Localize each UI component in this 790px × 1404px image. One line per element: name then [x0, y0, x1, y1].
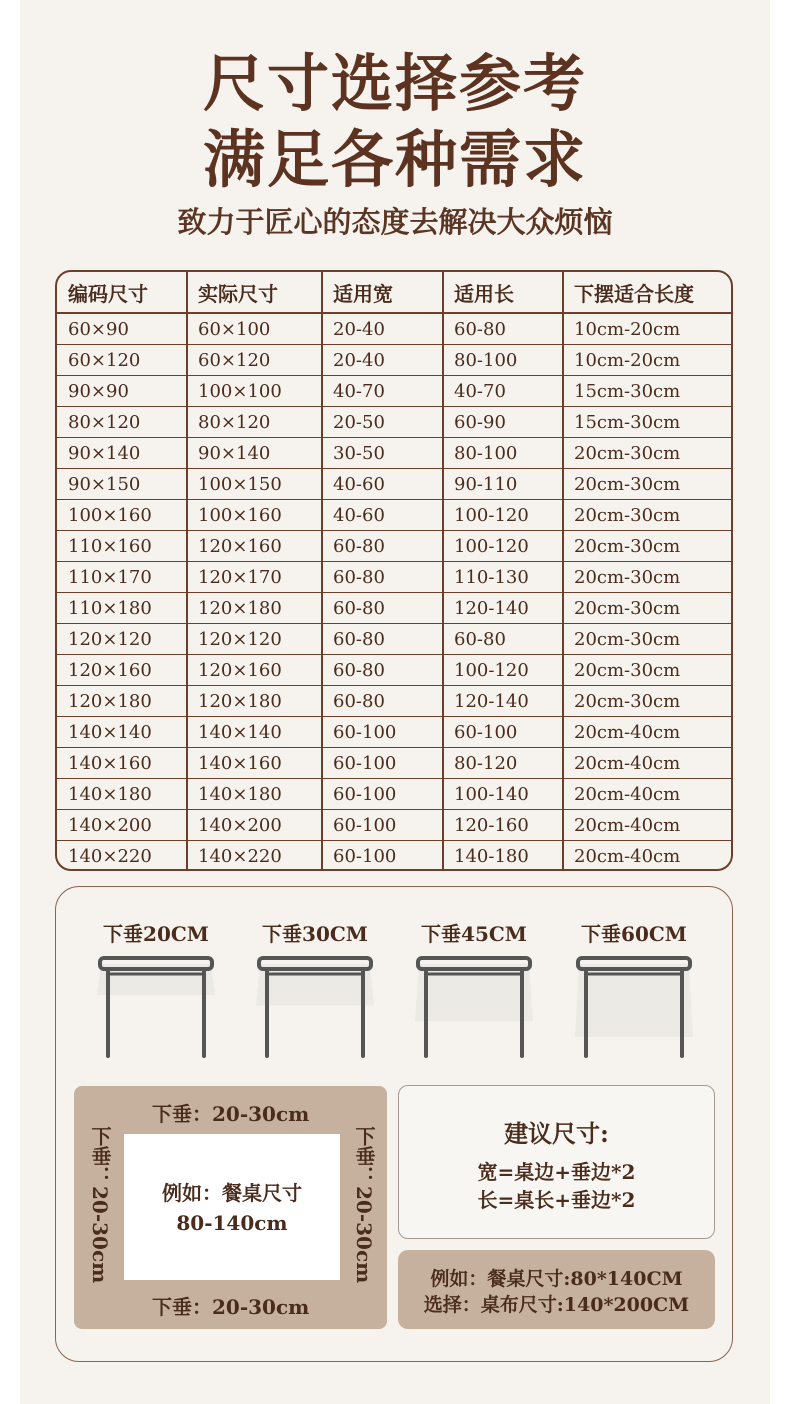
- table-cell: 20cm-30cm: [574, 504, 681, 526]
- table-cell: 100-120: [454, 504, 529, 526]
- table-cell: 110×180: [68, 597, 152, 619]
- table-row: [57, 500, 731, 531]
- table-cell: 120×180: [198, 690, 282, 712]
- frame-example-text: [124, 1178, 340, 1238]
- table-drape-icon: [91, 952, 221, 1062]
- table-cell: 140×180: [68, 783, 152, 805]
- table-row: [57, 748, 731, 779]
- table-cell: 100×100: [198, 380, 282, 402]
- table-row: [57, 438, 731, 469]
- table-cell: 40-60: [333, 504, 385, 526]
- table-cell: 120×170: [198, 566, 282, 588]
- table-cell: 20-40: [333, 349, 385, 371]
- table-cell: 60×90: [68, 318, 129, 340]
- table-row: [57, 407, 731, 438]
- table-cell: 80×120: [198, 411, 271, 433]
- table-cell: 140×220: [198, 846, 282, 867]
- table-cell: 110-130: [454, 566, 529, 588]
- table-cell: 20cm-30cm: [574, 597, 681, 619]
- table-cell: 60-100: [454, 721, 518, 743]
- table-cell: 80×120: [68, 411, 141, 433]
- table-cell: 20cm-30cm: [574, 566, 681, 588]
- table-cell: 80-100: [454, 349, 518, 371]
- table-cell: 20cm-30cm: [574, 442, 681, 464]
- table-row: [57, 779, 731, 810]
- drape-label: 下垂30CM: [262, 922, 368, 946]
- table-cell: 80-120: [454, 752, 518, 774]
- drape-label: 下垂60CM: [581, 922, 687, 946]
- table-cell: 120×180: [198, 597, 282, 619]
- table-row: [57, 841, 731, 871]
- table-cell: 20cm-30cm: [574, 628, 681, 650]
- table-cell: 20cm-30cm: [574, 473, 681, 495]
- tabletop-shape: [418, 958, 530, 969]
- table-cell: 140×200: [68, 814, 152, 836]
- table-row: [57, 376, 731, 407]
- column-divider: [562, 272, 564, 869]
- table-row: [57, 593, 731, 624]
- table-cell: 120-160: [454, 814, 529, 836]
- table-cell: 60-100: [333, 846, 397, 867]
- frame-right-label: 下垂：20-30cm: [352, 1126, 376, 1284]
- table-cell: 20cm-40cm: [574, 752, 681, 774]
- table-cell: 60-80: [454, 318, 506, 340]
- frame-top-label: 下垂：20-30cm: [152, 1102, 310, 1126]
- table-row: [57, 810, 731, 841]
- table-row: [57, 469, 731, 500]
- table-cell: 100-120: [454, 659, 529, 681]
- example-line1: 例如：餐桌尺寸:80*140CM: [430, 1268, 683, 1290]
- table-drape-icon: [409, 952, 539, 1062]
- table-cell: 90×140: [68, 442, 141, 464]
- table-cell: 20cm-30cm: [574, 690, 681, 712]
- table-cell: 20-40: [333, 318, 385, 340]
- table-cell: 60×120: [68, 349, 141, 371]
- table-row: [57, 345, 731, 376]
- table-cell: 60-100: [333, 783, 397, 805]
- size-table: [55, 270, 733, 871]
- tabletop-shape: [259, 958, 371, 969]
- table-cell: 60-80: [333, 659, 385, 681]
- table-cell: 60-100: [333, 814, 397, 836]
- example-line2: 选择：桌布尺寸:140*200CM: [423, 1294, 690, 1316]
- table-cell: 110×170: [68, 566, 152, 588]
- header-cell: 实际尺寸: [198, 281, 278, 306]
- table-row: [57, 562, 731, 593]
- table-cell: 90×140: [198, 442, 271, 464]
- header-cell: 编码尺寸: [68, 281, 148, 306]
- table-cell: 140×140: [68, 721, 152, 743]
- table-cell: 100×150: [198, 473, 282, 495]
- table-cell: 20cm-30cm: [574, 535, 681, 557]
- table-cell: 120×160: [198, 535, 282, 557]
- table-row: [57, 655, 731, 686]
- table-cell: 60-80: [333, 628, 385, 650]
- table-cell: 20cm-30cm: [574, 659, 681, 681]
- table-cell: 120×180: [68, 690, 152, 712]
- frame-example-line1: 例如：餐桌尺寸: [162, 1181, 302, 1205]
- table-cell: 120×120: [198, 628, 282, 650]
- table-header: [57, 272, 731, 314]
- table-cell: 80-100: [454, 442, 518, 464]
- table-cell: 140×140: [198, 721, 282, 743]
- table-cell: 100×160: [68, 504, 152, 526]
- table-cell: 60-80: [454, 628, 506, 650]
- page-subtitle: 致力于匠心的态度去解决大众烦恼: [177, 205, 613, 239]
- table-row: [57, 314, 731, 345]
- table-cell: 90-110: [454, 473, 518, 495]
- table-cell: 60-80: [333, 535, 385, 557]
- table-cell: 140×160: [198, 752, 282, 774]
- table-cell: 20cm-40cm: [574, 783, 681, 805]
- table-cell: 100×160: [198, 504, 282, 526]
- table-cell: 15cm-30cm: [574, 380, 681, 402]
- table-cell: 100-120: [454, 535, 529, 557]
- frame-left-label: 下垂：20-30cm: [88, 1126, 112, 1284]
- table-cell: 60-100: [333, 721, 397, 743]
- table-cell: 120×160: [68, 659, 152, 681]
- frame-example-line2: 80-140cm: [176, 1211, 288, 1235]
- column-divider: [442, 272, 444, 869]
- table-row: [57, 717, 731, 748]
- drape-label: 下垂45CM: [421, 922, 527, 946]
- page-title-line2: 满足各种需求: [202, 123, 587, 196]
- table-cell: 140-180: [454, 846, 529, 867]
- table-drape-icon: [569, 952, 699, 1062]
- tabletop-shape: [100, 958, 212, 969]
- table-cell: 90×90: [68, 380, 129, 402]
- header-cell: 下摆适合长度: [574, 281, 694, 306]
- table-cell: 100-140: [454, 783, 529, 805]
- table-cell: 140×160: [68, 752, 152, 774]
- table-cell: 110×160: [68, 535, 152, 557]
- table-cell: 20cm-40cm: [574, 846, 681, 867]
- table-cell: 30-50: [333, 442, 385, 464]
- header-cell: 适用长: [454, 281, 514, 306]
- table-cell: 60×120: [198, 349, 271, 371]
- table-cell: 60-80: [333, 597, 385, 619]
- table-cell: 10cm-20cm: [574, 349, 681, 371]
- table-cell: 60×100: [198, 318, 271, 340]
- page-title-line1: 尺寸选择参考: [202, 47, 587, 120]
- table-cell: 40-60: [333, 473, 385, 495]
- drape-label: 下垂20CM: [103, 922, 209, 946]
- table-row: [57, 624, 731, 655]
- tabletop-shape: [578, 958, 690, 969]
- table-cell: 40-70: [454, 380, 506, 402]
- table-cell: 140×200: [198, 814, 282, 836]
- table-cell: 60-100: [333, 752, 397, 774]
- table-cell: 120-140: [454, 597, 529, 619]
- frame-bottom-label: 下垂：20-30cm: [152, 1295, 310, 1319]
- table-cell: 140×180: [198, 783, 282, 805]
- table-cell: 60-90: [454, 411, 506, 433]
- table-cell: 140×220: [68, 846, 152, 867]
- suggest-title: 建议尺寸:: [504, 1119, 609, 1148]
- table-cell: 120-140: [454, 690, 529, 712]
- table-cell: 20cm-40cm: [574, 721, 681, 743]
- header-cell: 适用宽: [333, 281, 393, 306]
- table-row: [57, 686, 731, 717]
- table-cell: 40-70: [333, 380, 385, 402]
- table-row: [57, 531, 731, 562]
- table-cell: 60-80: [333, 690, 385, 712]
- column-divider: [186, 272, 188, 869]
- suggest-length-rule: 长=桌长+垂边*2: [477, 1188, 636, 1212]
- table-cell: 10cm-20cm: [574, 318, 681, 340]
- table-cell: 120×160: [198, 659, 282, 681]
- table-drape-icon: [250, 952, 380, 1062]
- table-cell: 15cm-30cm: [574, 411, 681, 433]
- table-cell: 20-50: [333, 411, 385, 433]
- table-cell: 90×150: [68, 473, 141, 495]
- table-cell: 20cm-40cm: [574, 814, 681, 836]
- table-cell: 60-80: [333, 566, 385, 588]
- suggest-width-rule: 宽=桌边+垂边*2: [477, 1160, 636, 1184]
- column-divider: [321, 272, 323, 869]
- table-cell: 120×120: [68, 628, 152, 650]
